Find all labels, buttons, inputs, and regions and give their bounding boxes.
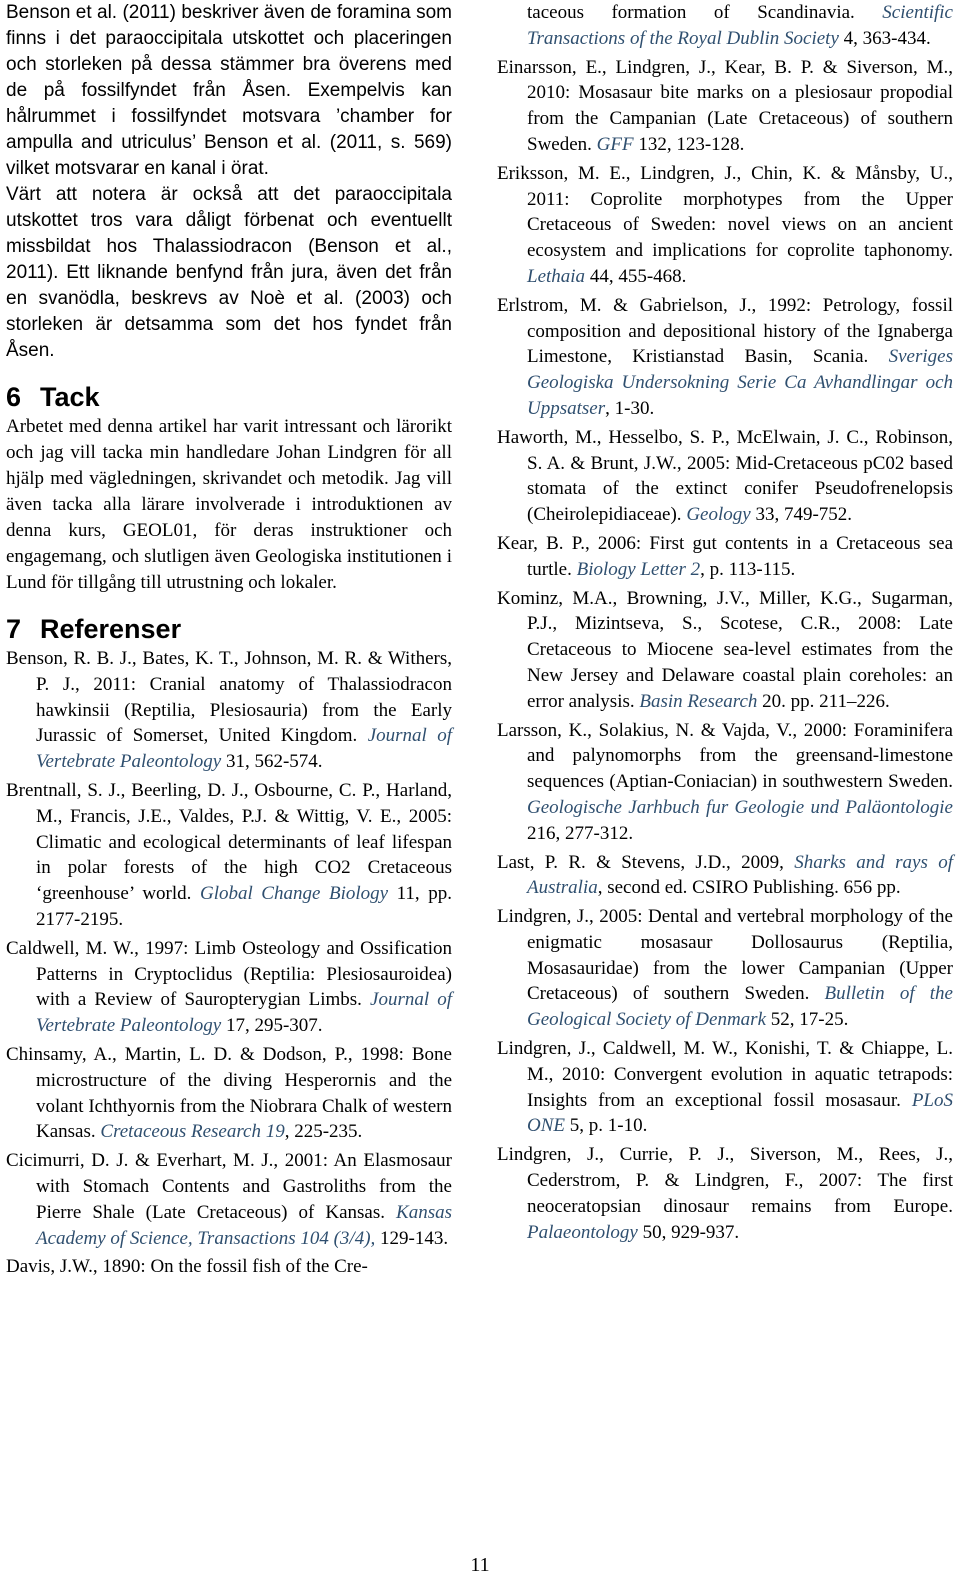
reference-entry: Erlstrom, M. & Gabrielson, J., 1992: Petrology, fossil composition and depositional history of the Ignaberga Limestone, Kristianstad Basin, Scania. Sveriges Geologiska Undersokning Serie Ca Avhandlingar och Uppsatser, 1-30. <box>497 294 953 419</box>
reference-list-right <box>497 0 953 1245</box>
section-title: Referenser <box>40 614 182 644</box>
reference-entry: Chinsamy, A., Martin, L. D. & Dodson, P., 1998: Bone microstructure of the diving Hesperornis and the volant Ichthyornis from the Niobrara Chalk of western Kansas. Cretaceous Research 19, 225-235. <box>6 1043 452 1143</box>
reference-entry: Eriksson, M. E., Lindgren, J., Chin, K. & Månsby, U., 2011: Coprolite morphotypes from the Upper Cretaceous of Sweden: novel views on an ancient ecosystem and implications for coprolite taphonomy. Lethaia 44, 455-468. <box>497 162 953 287</box>
reference-entry: Haworth, M., Hesselbo, S. P., McElwain, J. C., Robinson, S. A. & Brunt, J.W., 2005: Mid-Cretaceous pC02 based stomata of the extinct conifer Pseudofrenelopsis (Cheirolepidiaceae). Geology 33, 749-752. <box>497 426 953 526</box>
reference-entry: Einarsson, E., Lindgren, J., Kear, B. P. & Siverson, M., 2010: Mosasaur bite marks on a plesiosaur propodial from the Campanian (Late Cretaceous) of southern Sweden. GFF 132, 123-128. <box>497 56 953 155</box>
reference-entry: Lindgren, J., Caldwell, M. W., Konishi, T. & Chiappe, L. M., 2010: Convergent evolution in aquatic tetrapods: Insights from an exceptional fossil mosasaur. PLoS ONE 5, p. 1-10. <box>497 1038 954 1137</box>
reference-entry: Lindgren, J., 2005: Dental and vertebral morphology of the enigmatic mosasaur Dollosaurus (Reptilia, Mosasauridae) from the lower Campanian (Upper Cretaceous) of southern Sweden. Bulletin of the Geological Society of Denmark 52, 17-25. <box>497 906 953 1031</box>
reference-entry: Brentnall, S. J., Beerling, D. J., Osbourne, C. P., Harland, M., Francis, J.E., Valdes, P.J. & Wittig, V. E., 2005: Climatic and ecological determinants of leaf lifespan in polar forests of the high CO2 Cretaceous ‘greenhouse’ world. Global Change Biology 11, pp. 2177-2195. <box>6 779 452 930</box>
body-paragraph-1: Benson et al. (2011) beskriver även de foramina som finns i det paraoccipitala utskottet och placeringen och storleken på dessa stämmer bra överens med de på fossilfyndet från Åsen. Exempelvis kan hålrummet i fossilfyndet motsvara ’chamber for ampulla and utriculus’ Benson et al. (2011, s. 569) vilket motsvarar en kanal i örat. <box>6 2 452 179</box>
reference-entry: Benson, R. B. J., Bates, K. T., Johnson, M. R. & Withers, P. J., 2011: Cranial anatomy of Thalassiodracon hawkinsii (Reptilia, Plesiosauria) from the Early Jurassic of Somerset, United Kingdom. Journal of Vertebrate Paleontology 31, 562-574. <box>6 648 453 773</box>
reference-entry: Lindgren, J., Currie, P. J., Siverson, M., Rees, J., Cederstrom, P. & Lindgren, F., 2007: The first neoceratopsian dinosaur remains from Europe. Palaeontology 50, 929-937. <box>497 1144 953 1243</box>
section-heading-references <box>6 612 452 646</box>
reference-list-left <box>6 646 452 1280</box>
reference-entry: Caldwell, M. W., 1997: Limb Osteology and Ossification Patterns in Cryptoclidus (Reptilia: Plesiosauroidea) with a Review of Sauropterygian Limbs. Journal of Vertebrate Paleontology 17, 295-307. <box>6 937 452 1037</box>
reference-entry: Kear, B. P., 2006: First gut contents in a Cretaceous sea turtle. Biology Letter 2, p. 113-115. <box>497 532 953 580</box>
reference-entry: Cicimurri, D. J. & Everhart, M. J., 2001: An Elasmosaur with Stomach Contents and Gastroliths from the Pierre Shale (Late Cretaceous) of Kansas. Kansas Academy of Science, Transactions 104 (3/4), 129-143. <box>6 1150 452 1249</box>
reference-entry: Davis, J.W., 1890: On the fossil fish of the Cre- <box>6 1256 368 1278</box>
left-column <box>6 0 452 1283</box>
right-column <box>497 0 953 1248</box>
section-heading-acknowledgements <box>6 380 452 414</box>
section-number: 6 <box>6 382 22 412</box>
body-paragraph-2: Värt att notera är också att det paraoccipitala utskottet tros vara dåligt förbenat och eventuellt missbildat hos Thalassiodracon (Benson et al., 2011). Ett liknande benfynd från jura, även det från en svanödla, beskrevs av Noè et al. (2003) och storleken är detsamma som det hos fyndet från Åsen. <box>6 184 452 361</box>
reference-entry: Last, P. R. & Stevens, J.D., 2009, Sharks and rays of Australia, second ed. CSIRO Publishing. 656 pp. <box>497 851 953 899</box>
page-number: 11 <box>470 1554 490 1576</box>
reference-entry: Larsson, K., Solakius, N. & Vajda, V., 2000: Foraminifera and palynomorphs from the greensand-limestone sequences (Aptian-Coniacian) in southwestern Sweden. Geologische Jarhbuch fur Geologie und Paläontologie 216, 277-312. <box>497 719 953 844</box>
reference-entry-continued: taceous formation of Scandinavia. Scientific Transactions of the Royal Dublin Society 4, 363-434. <box>527 2 953 49</box>
reference-entry: Kominz, M.A., Browning, J.V., Miller, K.G., Sugarman, P.J., Mizintseva, S., Scotese, C.R., 2008: Late Cretaceous to Miocene sea-level estimates from the New Jersey and Delaware coastal plain coreholes: an error analysis. Basin Research 20. pp. 211–226. <box>497 587 953 712</box>
section-number: 7 <box>6 614 22 644</box>
acknowledgements-paragraph: Arbetet med denna artikel har varit intressant och lärorikt och jag vill tacka min handledare Johan Lindgren för all hjälp med vägledningen, skrivandet och metodik. Jag vill även tacka alla lärare involverade i introduktionen av denna kurs, GEOL01, för deras instruktioner och engagemang, och slutligen även Geologiska institutionen i Lund för tillgång till utrustning och lokaler. <box>6 416 452 593</box>
section-title: Tack <box>40 382 100 412</box>
